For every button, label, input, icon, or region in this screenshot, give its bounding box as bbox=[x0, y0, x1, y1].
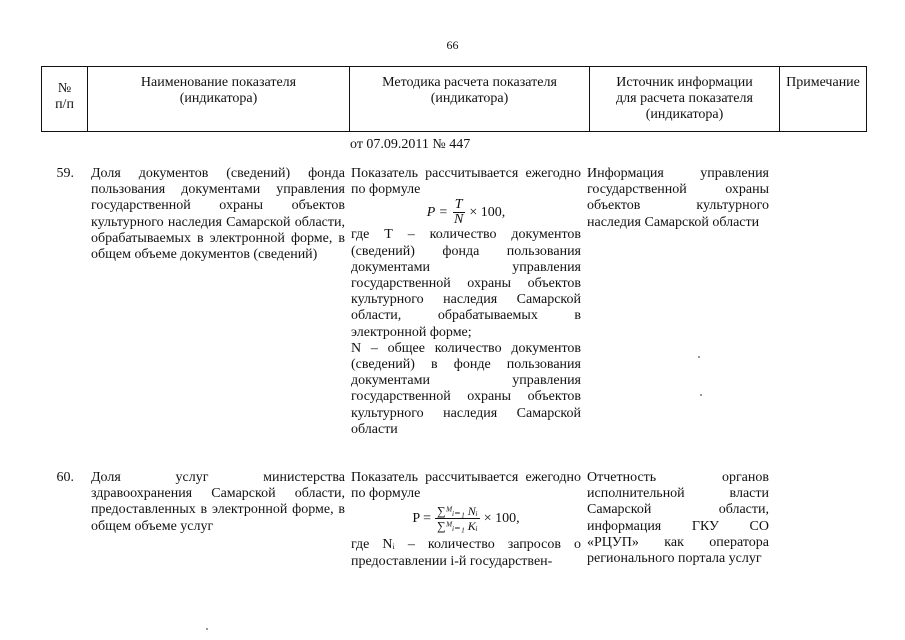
row-60-indicator-name: Доля услуг министерства здравоохранения Самарской области, предоставленных в электронной форме, в общем объеме услуг bbox=[91, 470, 345, 534]
formula-lhs: P = bbox=[426, 204, 448, 220]
header-number: № п/п bbox=[42, 67, 88, 132]
continuation-text: от 07.09.2011 № 447 bbox=[350, 137, 471, 152]
row-60-information-source: Отчетность органов исполнительной власти Самарской области, информация ГКУ СО «РЦУП» как оператора регионального портала услуг bbox=[587, 470, 769, 567]
scan-speck bbox=[698, 356, 700, 358]
row-59-formula bbox=[351, 198, 581, 227]
formula-denominator: N bbox=[454, 212, 464, 228]
header-information-source: Источник информации для расчета показателя (индикатора) bbox=[590, 67, 780, 132]
row-60-number: 60. bbox=[56, 470, 74, 485]
formula-rhs: × 100, bbox=[483, 510, 520, 526]
formula-fraction bbox=[452, 198, 465, 227]
row-60-method bbox=[351, 470, 581, 570]
row-59-method-explanation: где Т – количество документов (сведений) фонда пользования документами управления государственной охраны объектов культурного наследия Самарской области, обрабатываемых в электронной форме; N – общее количество документов (сведений) в фонде пользования документами управления государственной охраны объектов культурного наследия Самарской области bbox=[351, 227, 581, 437]
table-header bbox=[41, 66, 867, 132]
formula-denominator: ∑ᴹᵢ₌₁ Kᵢ bbox=[437, 519, 478, 534]
formula-numerator: ∑ᴹᵢ₌₁ Nᵢ bbox=[437, 504, 478, 519]
page-number: 66 bbox=[446, 38, 459, 52]
formula-numerator: T bbox=[454, 197, 463, 213]
row-59-method-intro: Показатель рассчитывается ежегодно по формуле bbox=[351, 166, 581, 198]
formula-fraction bbox=[435, 504, 480, 533]
row-59-information-source: Информация управления государственной охраны объектов культурного наследия Самарской области bbox=[587, 166, 769, 230]
header-note: Примечание bbox=[780, 67, 867, 132]
formula-rhs: × 100, bbox=[469, 204, 506, 220]
row-59-number: 59. bbox=[56, 166, 74, 181]
row-60-method-explanation: где Nᵢ – количество запросов о предоставлении i-й государствен- bbox=[351, 537, 581, 569]
row-59-indicator-name: Доля документов (сведений) фонда пользования документами управления государственной охраны объектов культурного наследия Самарской области, обрабатываемых в электронной форме, в общем объеме документов (сведений) bbox=[91, 166, 345, 263]
header-calculation-method: Методика расчета показателя (индикатора) bbox=[350, 67, 590, 132]
row-59-method bbox=[351, 166, 581, 438]
scan-speck bbox=[700, 394, 702, 396]
formula-lhs: P = bbox=[412, 510, 432, 526]
scan-speck bbox=[206, 628, 208, 630]
header-indicator-name: Наименование показателя (индикатора) bbox=[88, 67, 350, 132]
row-60-method-intro: Показатель рассчитывается ежегодно по формуле bbox=[351, 470, 581, 502]
row-60-formula bbox=[351, 504, 581, 533]
